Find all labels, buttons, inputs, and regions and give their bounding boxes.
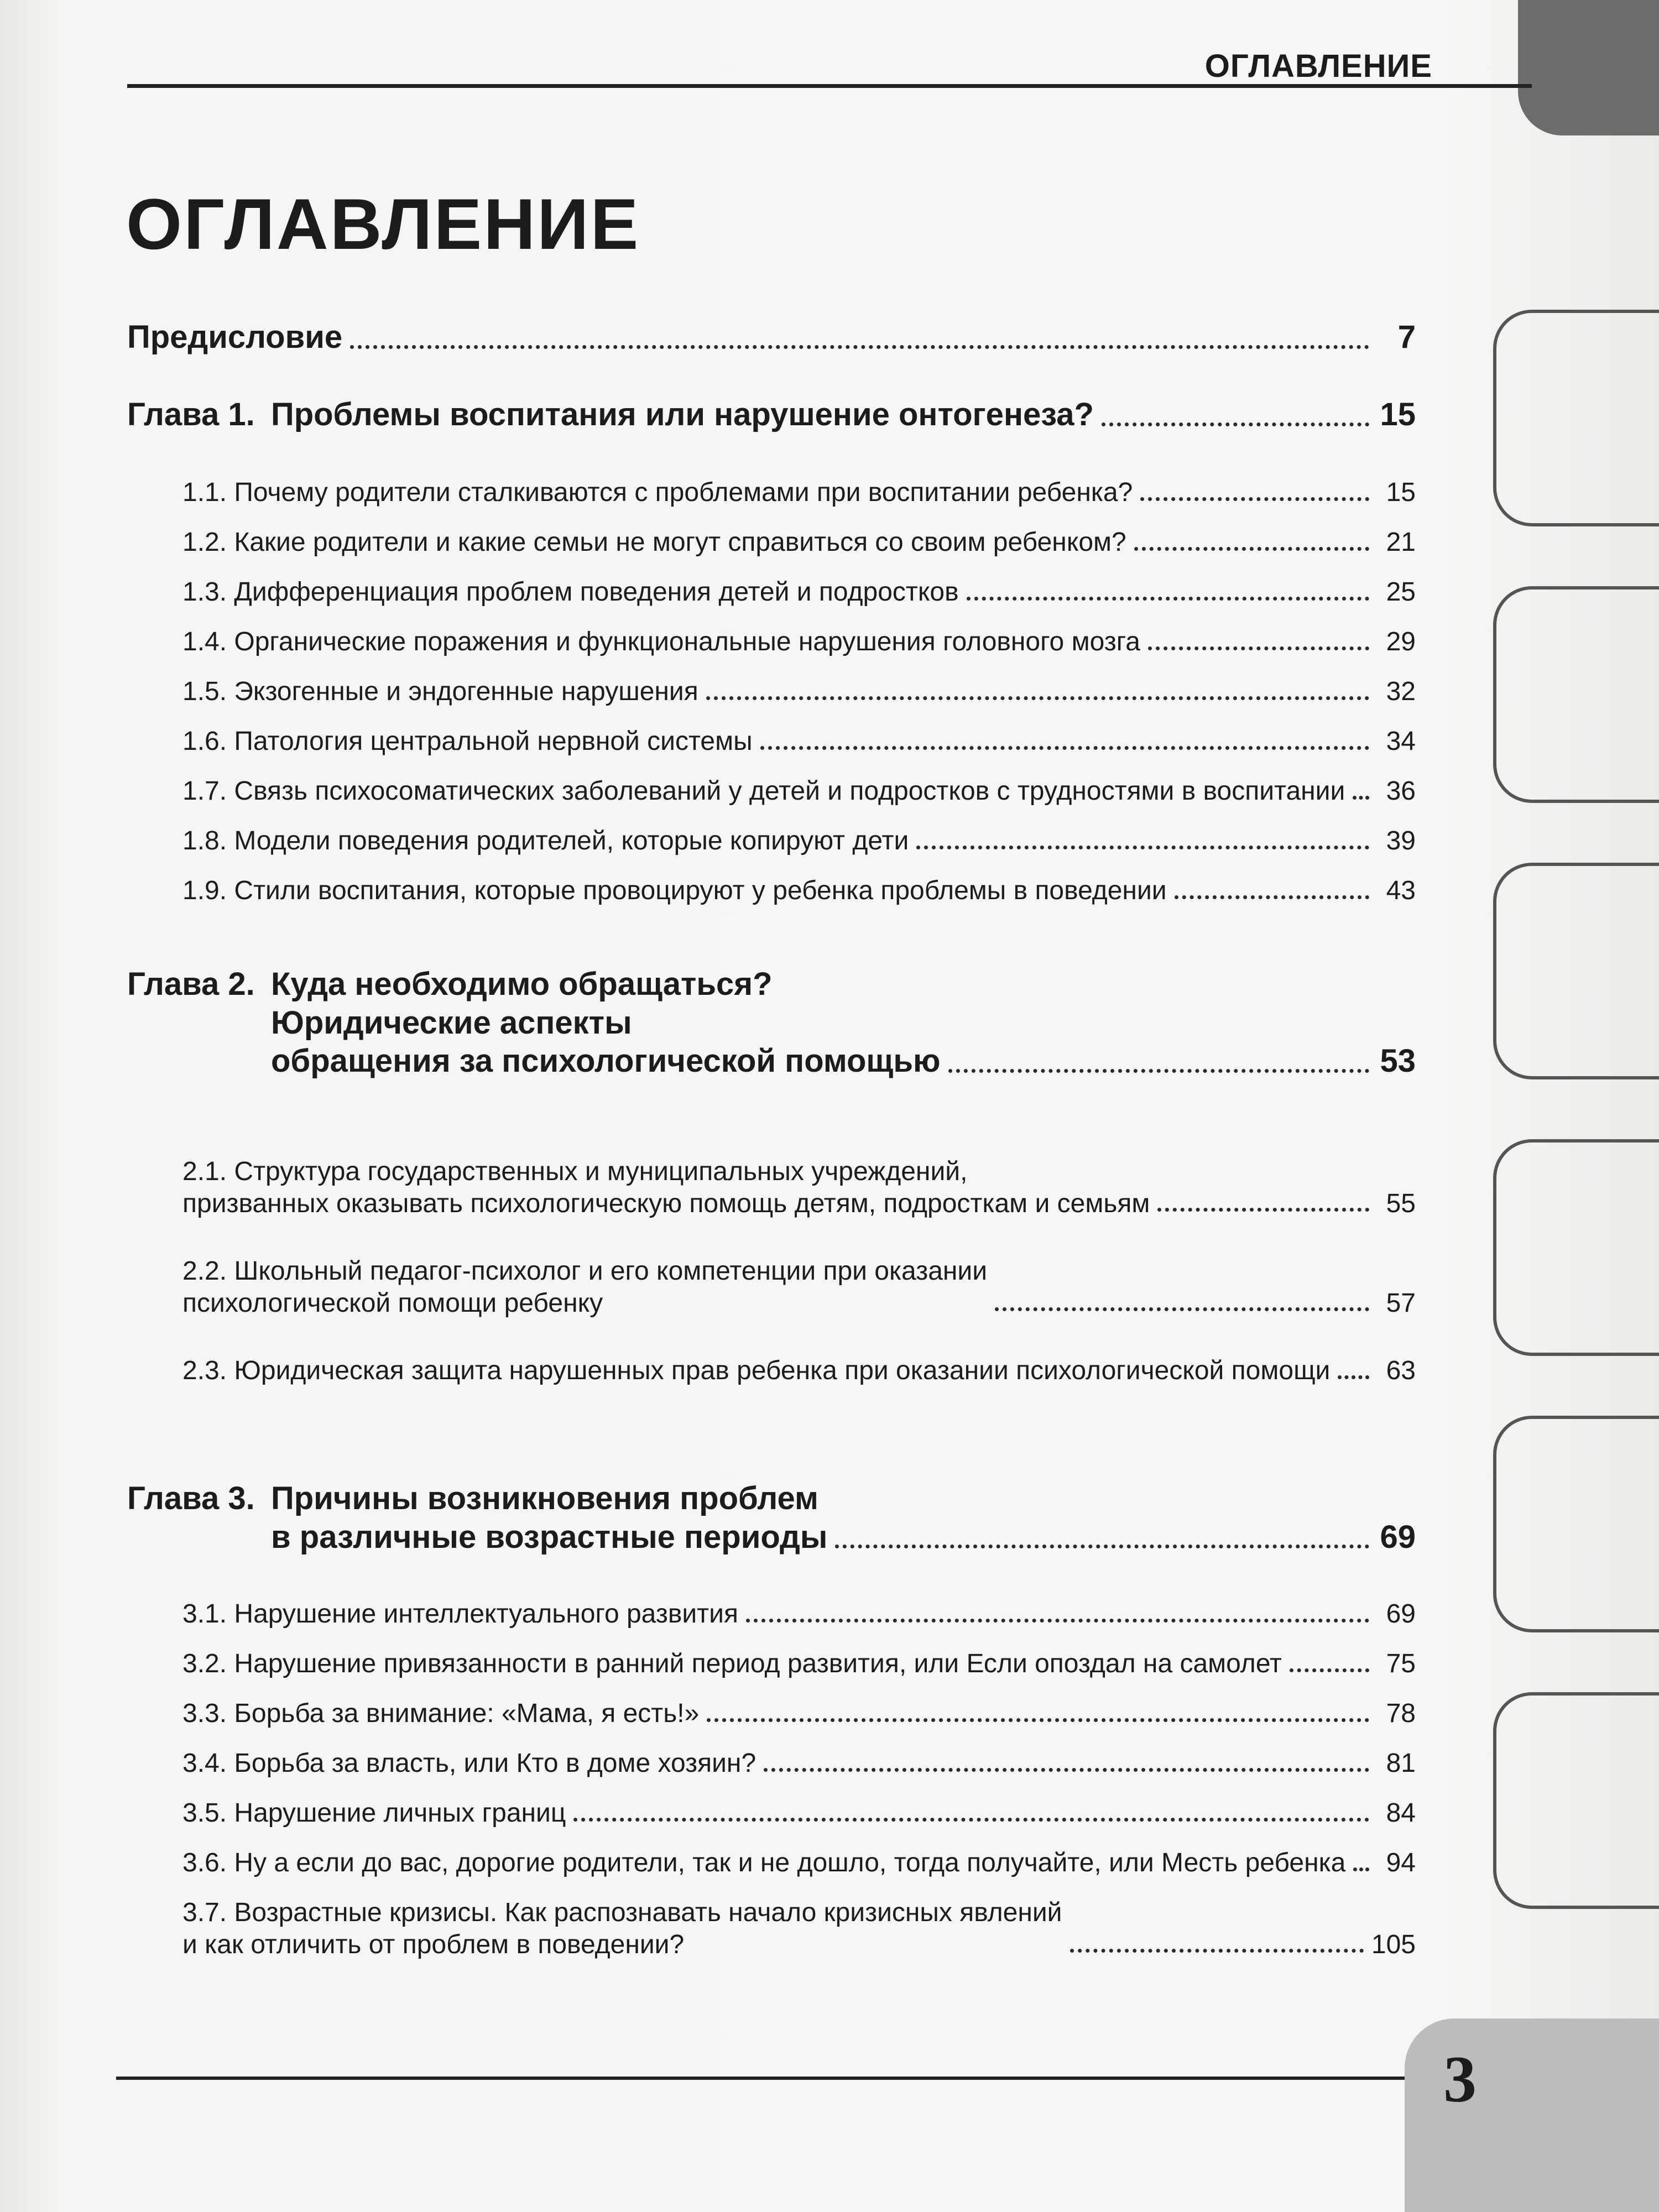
- page-number: 3: [1443, 2042, 1477, 2116]
- toc-entry-chapter-3[interactable]: [271, 1479, 1416, 1556]
- leader-dots: [1338, 1375, 1369, 1379]
- toc-entry-1-8[interactable]: [182, 825, 1416, 857]
- toc-label: 3.5. Нарушение личных границ: [182, 1798, 566, 1828]
- leader-dots: [764, 1768, 1369, 1772]
- chapter-number: Глава 2.: [127, 966, 255, 1002]
- toc-label: 1.1. Почему родители сталкиваются с проблемами при воспитании ребенка?: [182, 478, 1133, 507]
- toc-label: 1.3. Дифференциация проблем поведения детей и подростков: [182, 577, 959, 607]
- toc-page: 15: [1386, 478, 1416, 507]
- toc-entry-1-1[interactable]: [182, 477, 1416, 509]
- toc-page: 15: [1380, 397, 1416, 432]
- page-title: ОГЛАВЛЕНИЕ: [126, 184, 640, 264]
- toc-page: 43: [1386, 876, 1416, 905]
- toc-page: 57: [1386, 1288, 1416, 1318]
- leader-dots: [1290, 1668, 1369, 1672]
- leader-dots: [995, 1307, 1369, 1311]
- toc-label: 3.2. Нарушение привязанности в ранний период развития, или Если опоздал на самолет: [182, 1649, 1282, 1678]
- toc-page: 7: [1397, 319, 1416, 355]
- leader-dots: [1148, 646, 1369, 650]
- toc-label: 3.6. Ну а если до вас, дорогие родители, так и не дошло, тогда получайте, или Месть ребенка: [182, 1848, 1346, 1877]
- toc-label: 3.1. Нарушение интеллектуального развития: [182, 1599, 738, 1629]
- toc-label: 3.7. Возрастные кризисы. Как распознавать начало кризисных явлений и как отличить от проблем в поведении?: [182, 1898, 1062, 1959]
- toc-page: 36: [1386, 776, 1416, 806]
- toc-label: 1.5. Экзогенные и эндогенные нарушения: [182, 677, 698, 706]
- toc-page: 63: [1386, 1356, 1416, 1385]
- leader-dots: [573, 1818, 1369, 1822]
- leader-dots: [1157, 1208, 1369, 1212]
- chapter-number: Глава 1.: [127, 397, 255, 432]
- toc-page: 105: [1371, 1929, 1416, 1959]
- toc-page: 84: [1386, 1798, 1416, 1828]
- toc-entry-3-6[interactable]: [182, 1847, 1416, 1879]
- toc-entry-1-7[interactable]: [182, 775, 1416, 807]
- toc-label: 1.9. Стили воспитания, которые провоцируют у ребенка проблемы в поведении: [182, 876, 1167, 905]
- toc-label: 2.3. Юридическая защита нарушенных прав ребенка при оказании психологической помощи: [182, 1356, 1331, 1385]
- chapter-number: Глава 3.: [127, 1480, 255, 1516]
- toc-page: 21: [1386, 528, 1416, 557]
- leader-dots: [1353, 1867, 1369, 1871]
- toc-entry-2-1[interactable]: [182, 1156, 1416, 1219]
- leader-dots: [916, 846, 1369, 849]
- toc-entry-3-2[interactable]: [182, 1648, 1416, 1680]
- toc-label: 1.8. Модели поведения родителей, которые копируют дети: [182, 826, 909, 855]
- toc-entry-3-5[interactable]: [182, 1797, 1416, 1829]
- toc-page: 69: [1386, 1599, 1416, 1629]
- toc-entry-3-1[interactable]: [182, 1598, 1416, 1630]
- toc-page: 34: [1386, 727, 1416, 756]
- toc-label: Предисловие: [127, 319, 343, 355]
- toc-page: 94: [1386, 1848, 1416, 1877]
- leader-dots: [967, 597, 1369, 601]
- toc-entry-1-9[interactable]: [182, 875, 1416, 907]
- running-header: ОГЛАВЛЕНИЕ: [1204, 48, 1432, 84]
- toc-label: 2.1. Структура государственных и муниципальных учреждений, призванных оказывать психологическую помощь детям, подросткам и семьям: [182, 1157, 1150, 1218]
- toc-entry-1-4[interactable]: [182, 626, 1416, 658]
- toc-entry-1-3[interactable]: [182, 576, 1416, 608]
- toc-label: 1.2. Какие родители и какие семьи не могут справиться со своим ребенком?: [182, 528, 1126, 557]
- toc-entry-1-5[interactable]: [182, 676, 1416, 708]
- toc-label: 1.7. Связь психосоматических заболеваний у детей и подростков с трудностями в воспитании: [182, 776, 1345, 806]
- toc-label: 1.4. Органические поражения и функциональные нарушения головного мозга: [182, 627, 1140, 656]
- toc-entry-3-7[interactable]: [182, 1897, 1416, 1960]
- toc-entry-1-6[interactable]: [182, 726, 1416, 758]
- leader-dots: [707, 1718, 1369, 1722]
- toc-entry-3-3[interactable]: [182, 1698, 1416, 1730]
- toc-entry-preface[interactable]: [127, 318, 1416, 357]
- toc-page: 78: [1386, 1699, 1416, 1728]
- toc-page: 81: [1386, 1749, 1416, 1778]
- toc-label: 3.4. Борьба за власть, или Кто в доме хозяин?: [182, 1749, 757, 1778]
- toc-page: 29: [1386, 627, 1416, 656]
- toc-entry-2-2[interactable]: [182, 1255, 1416, 1319]
- toc-entry-chapter-1[interactable]: [271, 395, 1416, 434]
- leader-dots: [1070, 1949, 1364, 1953]
- toc-page: 25: [1386, 577, 1416, 607]
- leader-dots: [1134, 547, 1369, 551]
- toc-page: 32: [1386, 677, 1416, 706]
- toc-entry-2-3[interactable]: [182, 1355, 1416, 1387]
- toc-label: 2.2. Школьный педагог-психолог и его компетенции при оказании психологической помощи ребенку: [182, 1256, 988, 1318]
- toc-entry-3-4[interactable]: [182, 1747, 1416, 1780]
- footer-rule: [116, 2077, 1405, 2080]
- toc-entry-chapter-2[interactable]: [271, 965, 1416, 1081]
- leader-dots: [1102, 422, 1369, 426]
- toc-page: 75: [1386, 1649, 1416, 1678]
- leader-dots: [350, 345, 1369, 349]
- toc-entry-1-2[interactable]: [182, 526, 1416, 559]
- leader-dots: [746, 1619, 1369, 1623]
- leader-dots: [948, 1069, 1369, 1073]
- toc-page: 69: [1380, 1519, 1416, 1555]
- toc-page: 53: [1380, 1043, 1416, 1079]
- leader-dots: [1353, 796, 1369, 800]
- leader-dots: [760, 746, 1369, 750]
- toc-page: 39: [1386, 826, 1416, 855]
- toc-label: Проблемы воспитания или нарушение онтогенеза?: [271, 397, 1094, 432]
- leader-dots: [835, 1545, 1369, 1548]
- toc-label: 1.6. Патология центральной нервной системы: [182, 727, 753, 756]
- toc-label: 3.3. Борьба за внимание: «Мама, я есть!»: [182, 1699, 700, 1728]
- toc-label: Причины возникновения проблем в различные возрастные периоды: [271, 1480, 828, 1555]
- leader-dots: [1175, 895, 1369, 899]
- leader-dots: [1140, 497, 1369, 501]
- leader-dots: [706, 696, 1369, 700]
- toc-label: Куда необходимо обращаться? Юридические аспекты обращения за психологической помощью: [271, 966, 941, 1079]
- toc-page: 55: [1386, 1188, 1416, 1218]
